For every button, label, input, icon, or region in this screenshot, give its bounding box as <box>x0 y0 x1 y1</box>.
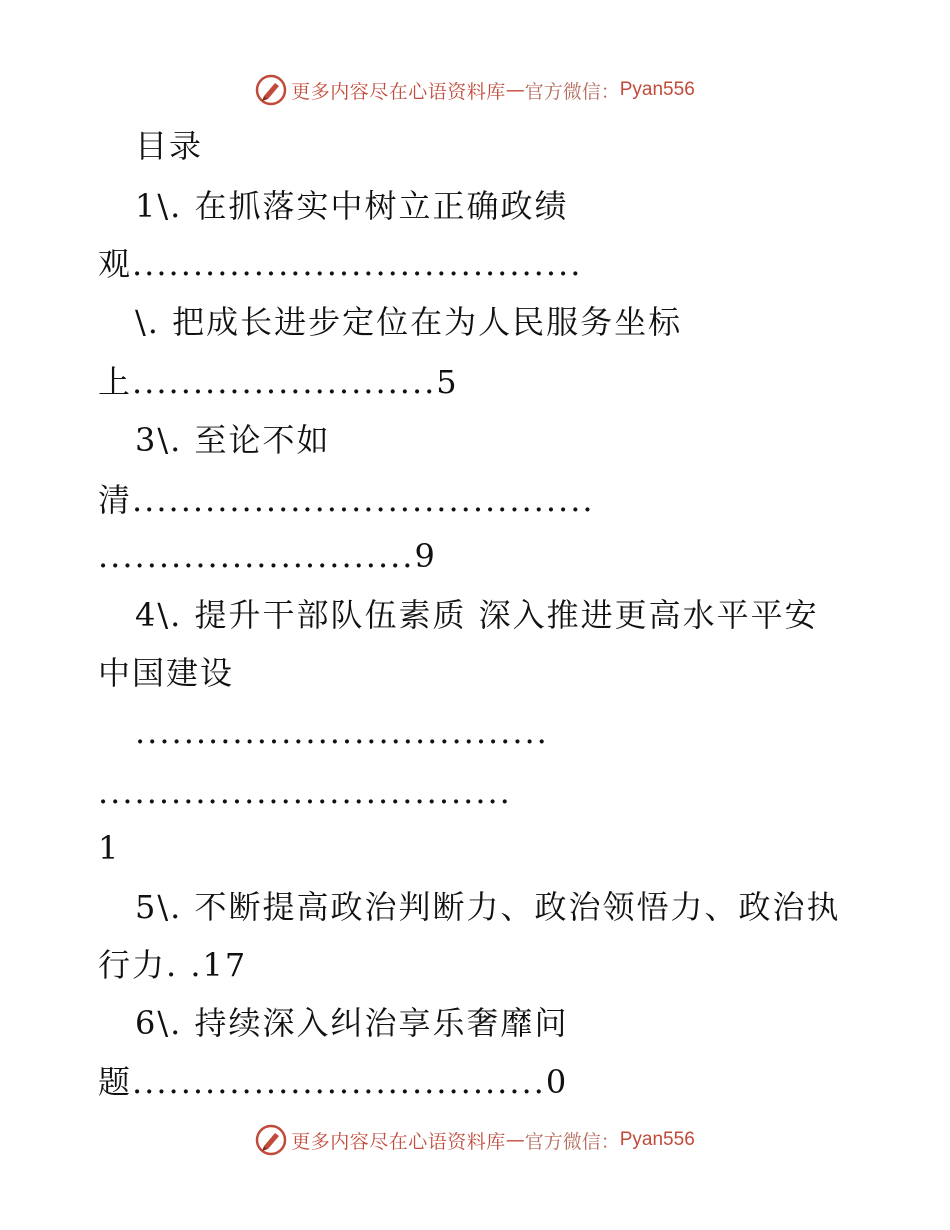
watermark-dash: — <box>505 1129 525 1151</box>
toc-entry-3-page: ..........................9 <box>98 537 437 575</box>
toc-entry-4-cont: 中国建设 <box>98 654 235 692</box>
toc-entry-6-leader: 题..................................0 <box>98 1063 569 1101</box>
watermark-header <box>0 70 950 110</box>
toc-entry-3: 3\. 至论不如 <box>135 421 331 459</box>
watermark-wechat-id: Pyan556 <box>619 79 695 100</box>
toc-entry-5-cont: 行力. .17 <box>98 946 248 984</box>
toc-entry-4-page: 1 <box>98 829 121 867</box>
watermark-main-text: 更多内容尽在心语资料库 <box>291 1130 506 1153</box>
toc-entry-4-leader-2: .................................. <box>98 773 512 811</box>
toc-heading: 目录 <box>135 127 204 165</box>
watermark-wechat-id: Pyan556 <box>619 1129 695 1150</box>
toc-entry-4-leader: .................................. <box>135 713 549 751</box>
watermark-main-text: 更多内容尽在心语资料库 <box>291 80 506 103</box>
toc-entry-2-leader: 上.........................5 <box>98 363 459 401</box>
toc-entry-6: 6\. 持续深入纠治享乐奢靡问 <box>135 1004 569 1042</box>
watermark-sub-text: 官方微信： <box>524 80 620 103</box>
toc-entry-1: 1\. 在抓落实中树立正确政绩 <box>135 187 569 225</box>
toc-entry-2: \. 把成长进步定位在为人民服务坐标 <box>135 303 683 341</box>
pen-logo-icon <box>255 1124 287 1156</box>
toc-entry-1-leader: 观..................................... <box>98 245 583 283</box>
toc-entry-4: 4\. 提升干部队伍素质 深入推进更高水平平安 <box>135 596 819 634</box>
toc-entry-5: 5\. 不断提高政治判断力、政治领悟力、政治执 <box>135 888 841 926</box>
watermark-sub-text: 官方微信： <box>524 1130 620 1153</box>
watermark-footer <box>0 1120 950 1160</box>
toc-entry-3-leader: 清...................................... <box>98 481 595 519</box>
watermark-dash: — <box>505 79 525 101</box>
pen-logo-icon <box>255 74 287 106</box>
